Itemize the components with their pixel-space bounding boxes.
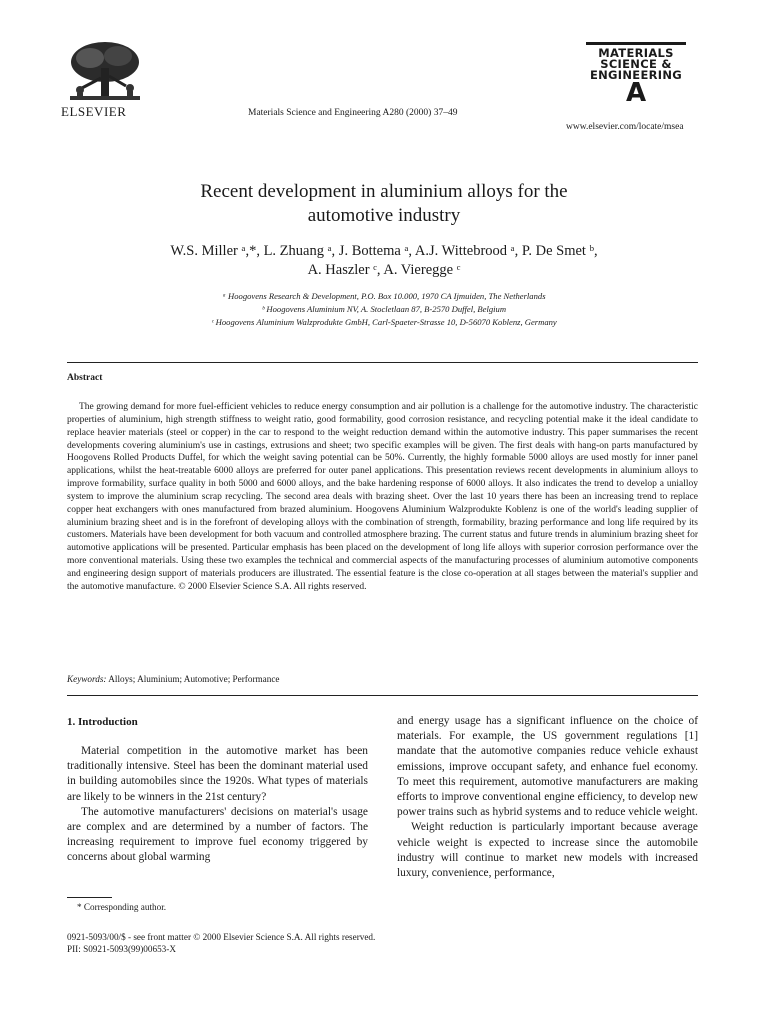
authors-line-2: A. Haszler ᶜ, A. Vieregge ᶜ bbox=[307, 262, 461, 278]
abstract-text: The growing demand for more fuel-efficient vehicles to reduce energy consumption and air pollution is a challenge for the automotive industry. The characteristic properties of aluminium, high strength stiffness to weight ratio, good formability, good corrosion resistance, and recycling potential make it the ideal candidate to replace heavier materials (steel or copper) in the car to respond to the weight reduction demand within the automotive industry. This paper summarises the recent developments covering aluminium's use in castings, extrusions and sheet; two specific examples will be given. The first deals with hang-on parts manufactured by Hoogovens Rolled Products Duffel, for which the weight saving potential can be 50%. Currently, the highly formable 5000 alloys are used mostly for inner panel applications, whilst the heat-treatable 6000 alloys are preferred for outer panel applications. This presentation reviews recent developments in aluminium alloys to improve formability, surface quality in both 5000 and 6000 alloys, and the bake hardening response of 6000 alloys. It also indicates the trend to develop a unialloy system to improve the aluminium scrap recycling. The second area deals with brazing sheet. Over the last 10 years there has been an increasing trend to replace copper heat exchangers with ones manufactured from brazed aluminium. Hoogovens Aluminium Walzprodukte Koblenz is one of the world's leading supplier of aluminium brazing sheet and is in the forefront of developing alloys with the combination of strength, formability, brazing performance and long life required by its customers. Materials have been development for both vacuum and controlled atmosphere brazing. The current status and future trends in aluminium brazing sheet for automotive applications will be presented. Particular emphasis has been placed on the development of long life alloys with superior corrosion performance over the more conventional materials. Using these two examples the technical and commercial aspects of the manufacturing processes of aluminium automotive components and engineering design support of materials producers are illustrated. The essential feature is the close co-operation at all stages between the material's supplier and the automotive manufacture. © 2000 Elsevier Science S.A. All rights reserved. bbox=[67, 402, 698, 592]
journal-url[interactable]: www.elsevier.com/locate/msea bbox=[566, 122, 684, 132]
right-column bbox=[397, 714, 698, 881]
footnote: * Corresponding author. bbox=[77, 902, 167, 912]
affiliation-b: ᵇ Hoogovens Aluminium NV, A. Stocletlaan 87, B-2570 Duffel, Belgium bbox=[261, 304, 507, 314]
paragraph: and energy usage has a significant influence on the choice of materials. For example, the US government regulations [1] mandate that the automotive companies reduce vehicle exhaust emissions, improve occupant safety, and enhance fuel economy. To meet this requirement, automotive manufacturers are making efforts to improve conventional engine efficiency, to develop new power trains such as hybrid systems and to reduce vehicle weight. bbox=[397, 715, 698, 819]
left-column bbox=[67, 744, 368, 866]
affiliations bbox=[0, 290, 768, 329]
section-heading: 1. Introduction bbox=[67, 716, 138, 728]
keywords-list: Alloys; Aluminium; Automotive; Performance bbox=[106, 674, 280, 684]
paragraph: The automotive manufacturers' decisions on material's usage are complex and are determined by a number of factors. The increasing requirement to improve fuel economy triggered by concerns about global warming bbox=[67, 805, 368, 864]
title-line-2: automotive industry bbox=[307, 205, 461, 226]
journal-logo-line2: SCIENCE & bbox=[600, 57, 672, 71]
journal-logo-line3: ENGINEERING bbox=[589, 68, 683, 82]
pii-line: PII: S0921-5093(99)00653-X bbox=[67, 944, 176, 954]
footnote-divider bbox=[67, 897, 112, 898]
issn-line: 0921-5093/00/$ - see front matter © 2000 Elsevier Science S.A. All rights reserved. bbox=[67, 932, 376, 942]
publisher-name: ELSEVIER bbox=[61, 104, 127, 119]
paragraph: Weight reduction is particularly important because average vehicle weight is expected to increase since the automobile industry will continue to market new models with increased luxury, convenience, performance, bbox=[397, 821, 698, 880]
paragraph: Material competition in the automotive market has been traditionally intensive. Steel has been the dominant material used in building automobiles since the 1920s. What types of materials are likely to be winners in the 21st century? bbox=[67, 745, 368, 803]
journal-logo-line1: MATERIALS bbox=[598, 46, 674, 60]
journal-logo bbox=[586, 42, 686, 106]
author-list bbox=[0, 242, 768, 280]
copyright-info bbox=[67, 931, 375, 955]
paper-title bbox=[0, 180, 768, 228]
journal-logo-letter: A bbox=[625, 78, 647, 108]
keywords bbox=[67, 674, 280, 684]
affiliation-a: ᵃ Hoogovens Research & Development, P.O. Box 10.000, 1970 CA Ijmuiden, The Netherlands bbox=[222, 291, 546, 301]
affiliation-c: ᶜ Hoogovens Aluminium Walzprodukte GmbH, Carl-Spaeter-Strasse 10, D-56070 Koblenz, Germany bbox=[211, 317, 557, 327]
title-line-1: Recent development in aluminium alloys for the bbox=[200, 181, 568, 202]
journal-citation: Materials Science and Engineering A280 (2000) 37–49 bbox=[248, 108, 458, 118]
keywords-label: Keywords: bbox=[67, 674, 107, 684]
divider bbox=[67, 362, 698, 363]
authors-line-1: W.S. Miller ᵃ,*, L. Zhuang ᵃ, J. Bottema ᵃ, A.J. Wittebrood ᵃ, P. De Smet ᵇ, bbox=[170, 243, 598, 259]
divider bbox=[67, 695, 698, 696]
abstract-heading: Abstract bbox=[67, 373, 103, 383]
